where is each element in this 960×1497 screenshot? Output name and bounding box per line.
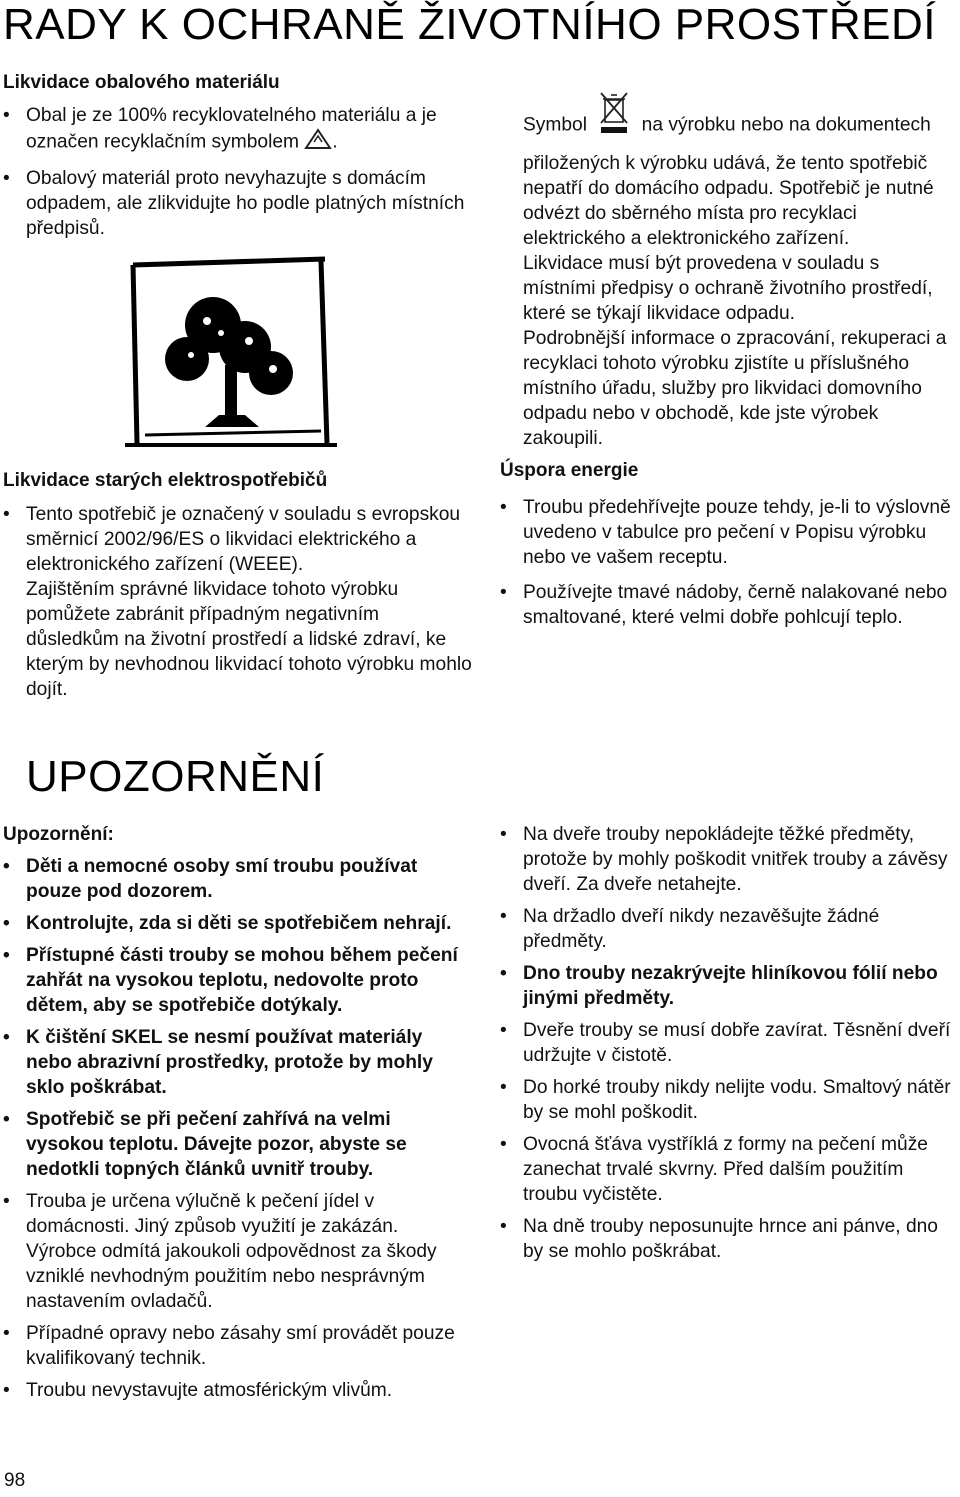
page-number: 98 xyxy=(4,1470,26,1491)
appliances-section xyxy=(3,468,473,702)
warning-right-bullet: • Do horké trouby nikdy nelijte vodu. Smaltový nátěr by se mohl poškodit. xyxy=(500,1075,955,1125)
packaging-bullet-1: • Obal je ze 100% recyklovatelného materiálu a je označen recyklačním symbolem . xyxy=(3,103,473,157)
warning-left-bullet: • Kontrolujte, zda si děti se spotřebičem nehrají. xyxy=(3,911,473,936)
warning-right-bullet: • Na držadlo dveří nikdy nezavěšujte žádné předměty. xyxy=(500,904,955,954)
eco-tree-logo xyxy=(125,255,340,451)
warning-left-bullet: • Přístupné části trouby se mohou během pečení zahřát na vysokou teplotu, nedovolte proto dětem, aby se spotřebiče dotýkaly. xyxy=(3,943,473,1018)
warning-left-section xyxy=(3,822,473,1403)
packaging-bullet-2: • Obalový materiál proto nevyhazujte s domácím odpadem, ale zlikvidujte ho podle platných místních předpisů. xyxy=(3,166,473,241)
energy-bullet-1: • Troubu předehřívejte pouze tehdy, je-li to výslovně uvedeno v tabulce pro pečení v Popisu výrobku nebo ve vašem receptu. xyxy=(500,495,955,570)
energy-section xyxy=(500,458,955,630)
warning-subheading: Upozornění: xyxy=(3,824,114,845)
warning-right-bullet: • Dno trouby nezakrývejte hliníkovou fólií nebo jinými předměty. xyxy=(500,961,955,1011)
energy-heading: Úspora energie xyxy=(500,460,639,481)
warning-right-bullet: • Ovocná šťáva vystříklá z formy na pečení může zanechat trvalé skvrny. Před dalším použitím troubu vyčistěte. xyxy=(500,1132,955,1207)
energy-bullet-2: • Používejte tmavé nádoby, černě nalakované nebo smaltované, které velmi dobře pohlcují teplo. xyxy=(500,580,955,630)
appliances-paragraph: Zajištěním správné likvidace tohoto výrobku pomůžete zabránit případným negativním důsledkům na životní prostředí a lidské zdraví, ke kterým by nevhodnou likvidací tohoto výrobku mohlo dojít. xyxy=(26,579,472,700)
warning-left-bullet: • Případné opravy nebo zásahy smí provádět pouze kvalifikovaný technik. xyxy=(3,1321,473,1371)
symbol-section xyxy=(500,100,955,451)
packaging-heading: Likvidace obalového materiálu xyxy=(3,72,280,93)
warning-left-bullet: • Troubu nevystavujte atmosférickým vlivům. xyxy=(3,1378,473,1403)
warning-left-bullet: • K čištění SKEL se nesmí používat materiály nebo abrazivní prostředky, protože by mohly sklo poškrábat. xyxy=(3,1025,473,1100)
page-title: RADY K OCHRANĚ ŽIVOTNÍHO PROSTŘEDÍ xyxy=(3,0,936,49)
warning-right-bullet: • Na dveře trouby nepokládejte těžké předměty, protože by mohly poškodit vnitřek trouby a závěsy dveří. Za dveře netahejte. xyxy=(500,822,955,897)
warning-right-bullet: • Na dně trouby neposunujte hrnce ani pánve, dno by se mohlo poškrábat. xyxy=(500,1214,955,1264)
crossed-bin-icon xyxy=(598,90,630,141)
symbol-paragraph: Symbol na výrobku nebo na dokumentech přiložených k výrobku udává, že tento spotřebič nepatří do domácího odpadu. Spotřebič je nutné odvézt do sběrného místa pro recyklaci elektrického a elektronického zařízení. xyxy=(500,100,955,251)
warning-left-bullet: • Spotřebič se při pečení zahřívá na velmi vysokou teplotu. Dávejte pozor, abyste se nedotkli topných článků uvnitř trouby. xyxy=(3,1107,473,1182)
symbol-paragraph-2: Likvidace musí být provedena v souladu s místními předpisy o ochraně životního prostředí, které se týkají likvidace odpadu. xyxy=(523,253,933,324)
warning-left-bullet: • Děti a nemocné osoby smí troubu používat pouze pod dozorem. xyxy=(3,854,473,904)
warning-left-bullet: • Trouba je určena výlučně k pečení jídel v domácnosti. Jiný způsob využití je zakázán. Výrobce odmítá jakoukoli odpovědnost za škody vzniklé nevhodným použitím nebo nesprávným nastavením ovladačů. xyxy=(3,1189,473,1314)
packaging-section xyxy=(3,70,473,241)
warning-right-section xyxy=(500,822,955,1264)
appliances-heading: Likvidace starých elektrospotřebičů xyxy=(3,470,328,491)
appliances-bullet-1: • Tento spotřebič je označený v souladu s evropskou směrnicí 2002/96/ES o likvidaci elektrického a elektronického zařízení (WEEE). xyxy=(3,502,473,577)
symbol-paragraph-3: Podrobnější informace o zpracování, rekuperaci a recyklaci tohoto výrobku zjistíte u příslušného místního úřadu, služby pro likvidaci domovního odpadu nebo v obchodě, kde jste výrobek zakoupili. xyxy=(523,328,947,449)
warning-title: UPOZORNĚNÍ xyxy=(26,752,325,801)
warning-right-bullet: • Dveře trouby se musí dobře zavírat. Těsnění dveří udržujte v čistotě. xyxy=(500,1018,955,1068)
recycle-triangle-icon xyxy=(304,128,332,157)
